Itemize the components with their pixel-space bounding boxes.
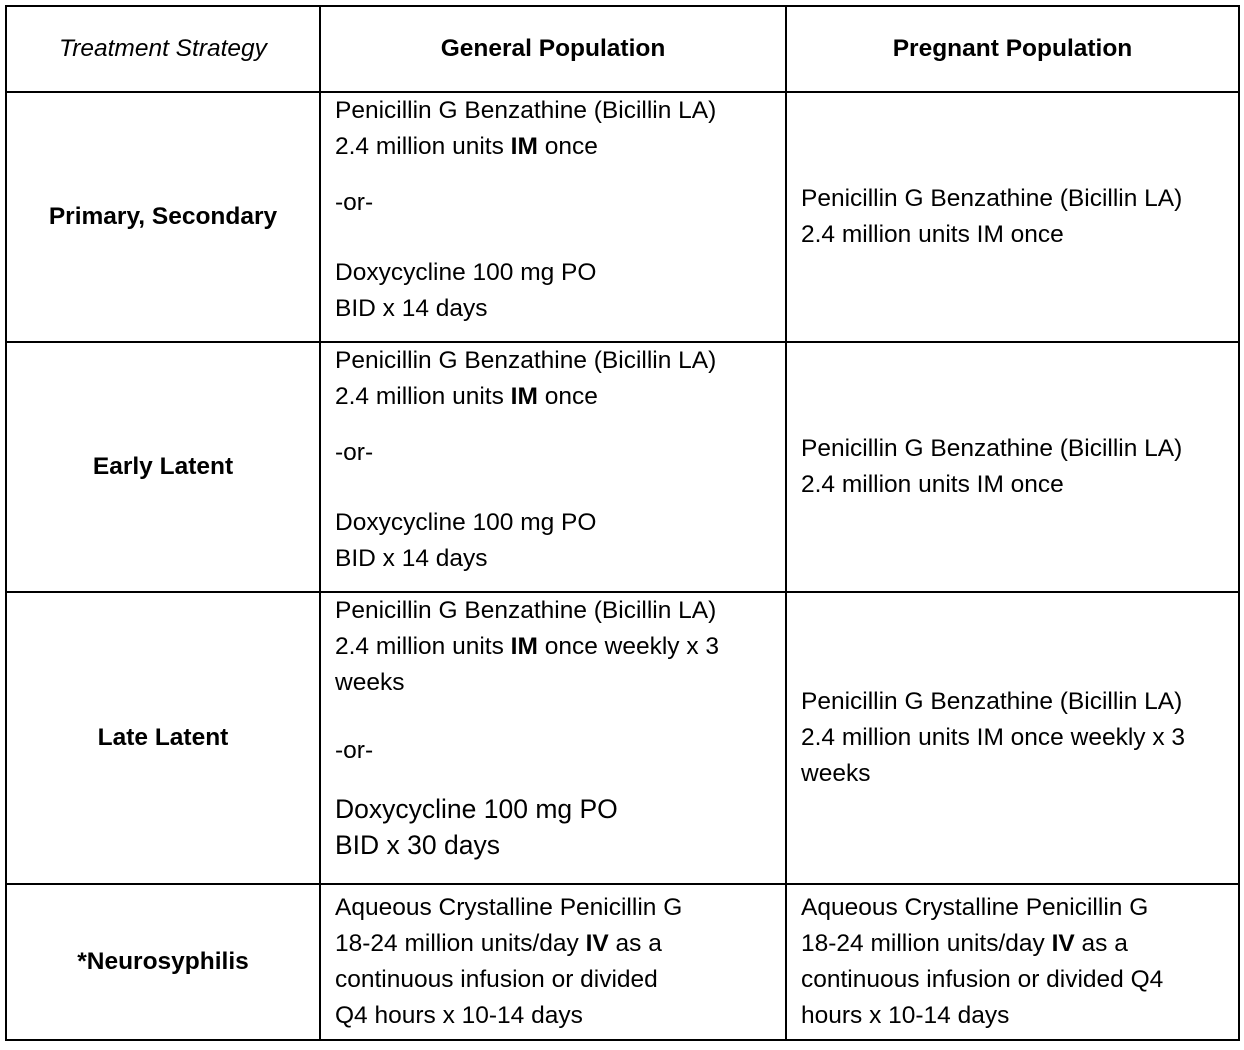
general-cell	[320, 592, 786, 884]
general-line: continuous infusion or divided	[335, 966, 658, 993]
general-alt-line: BID x 14 days	[335, 295, 488, 322]
general-cell	[320, 884, 786, 1040]
row-neurosyphilis	[6, 884, 1239, 1040]
row-primary-secondary	[6, 92, 1239, 342]
treatment-table	[5, 5, 1240, 1041]
pregnant-cell	[786, 92, 1239, 342]
pregnant-line: 18-24 million units/day IV as a	[801, 930, 1128, 957]
pregnant-line: 2.4 million units IM once weekly x 3	[801, 724, 1185, 751]
general-cell	[320, 342, 786, 592]
header-general-population: General Population	[320, 6, 786, 92]
header-row	[6, 6, 1239, 92]
general-line: 18-24 million units/day IV as a	[335, 930, 662, 957]
strategy-cell: Late Latent	[6, 592, 320, 884]
pregnant-cell	[786, 342, 1239, 592]
or-separator: -or-	[335, 439, 374, 466]
pregnant-line: hours x 10-14 days	[801, 1002, 1010, 1029]
general-line: Aqueous Crystalline Penicillin G	[335, 894, 683, 921]
pregnant-line: 2.4 million units IM once	[801, 221, 1064, 248]
header-treatment-strategy: Treatment Strategy	[6, 6, 320, 92]
row-early-latent	[6, 342, 1239, 592]
general-line: Q4 hours x 10-14 days	[335, 1002, 583, 1029]
pregnant-line: Penicillin G Benzathine (Bicillin LA)	[801, 688, 1183, 715]
general-line: Penicillin G Benzathine (Bicillin LA)	[335, 347, 717, 374]
general-line: 2.4 million units IM once	[335, 383, 598, 410]
pregnant-line: continuous infusion or divided Q4	[801, 966, 1164, 993]
or-separator: -or-	[335, 737, 374, 764]
general-alt-line: BID x 14 days	[335, 545, 488, 572]
pregnant-line: Penicillin G Benzathine (Bicillin LA)	[801, 435, 1183, 462]
pregnant-line: Aqueous Crystalline Penicillin G	[801, 894, 1149, 921]
general-line: weeks	[335, 669, 405, 696]
strategy-cell: Early Latent	[6, 342, 320, 592]
general-alt-line: BID x 30 days	[335, 830, 500, 860]
general-alt-line: Doxycycline 100 mg PO	[335, 259, 597, 286]
general-alt-line: Doxycycline 100 mg PO	[335, 509, 597, 536]
pregnant-cell	[786, 592, 1239, 884]
or-separator: -or-	[335, 189, 374, 216]
general-line: 2.4 million units IM once weekly x 3	[335, 633, 720, 660]
strategy-cell: *Neurosyphilis	[6, 884, 320, 1040]
general-alt-line: Doxycycline 100 mg PO	[335, 794, 618, 824]
row-late-latent	[6, 592, 1239, 884]
pregnant-cell	[786, 884, 1239, 1040]
header-pregnant-population: Pregnant Population	[786, 6, 1239, 92]
general-line: Penicillin G Benzathine (Bicillin LA)	[335, 97, 717, 124]
pregnant-line: weeks	[801, 760, 871, 787]
strategy-cell: Primary, Secondary	[6, 92, 320, 342]
general-cell	[320, 92, 786, 342]
general-line: 2.4 million units IM once	[335, 133, 598, 160]
general-line: Penicillin G Benzathine (Bicillin LA)	[335, 597, 717, 624]
pregnant-line: Penicillin G Benzathine (Bicillin LA)	[801, 185, 1183, 212]
pregnant-line: 2.4 million units IM once	[801, 471, 1064, 498]
